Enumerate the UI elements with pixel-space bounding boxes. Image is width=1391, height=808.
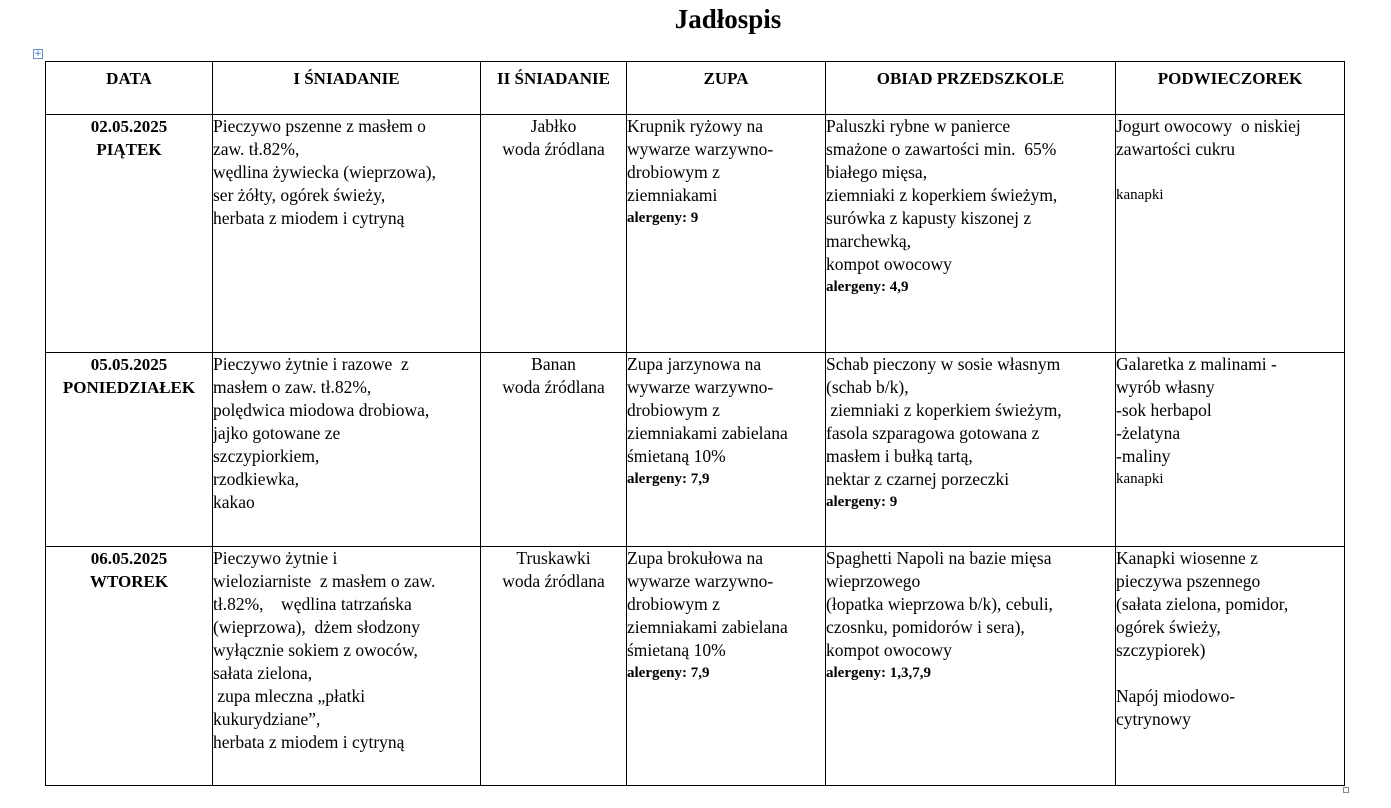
menu-line: szczypiorkiem, [213,446,320,466]
menu-line: (sałata zielona, pomidor, [1116,594,1289,614]
lunch-cell [826,353,1116,547]
menu-line: Zupa jarzynowa na [627,354,762,374]
menu-line: marchewką, [826,231,912,251]
breakfast-1-cell [213,547,481,786]
menu-line: polędwica miodowa drobiowa, [213,400,430,420]
menu-line: ziemniaki z koperkiem świeżym, [826,185,1058,205]
menu-line: -maliny [1116,446,1171,466]
soup-cell [627,547,826,786]
snack-extra: kanapki [1116,471,1164,487]
menu-table [45,61,1345,786]
menu-line: Galaretka z malinami - [1116,354,1277,374]
table-row [46,115,1345,353]
breakfast-2-cell [481,115,627,353]
menu-line: masłem o zaw. tł.82%, [213,377,372,397]
menu-line: surówka z kapusty kiszonej z [826,208,1032,228]
menu-line: Schab pieczony w sosie własnym [826,354,1061,374]
menu-line: Spaghetti Napoli na bazie mięsa [826,548,1052,568]
menu-line: wieloziarniste z masłem o zaw. [213,571,436,591]
menu-line: Banan [531,354,576,374]
menu-line: wywarze warzywno- [627,377,774,397]
menu-line: ziemniakami zabielana [627,423,788,443]
menu-line: śmietaną 10% [627,446,726,466]
header-date: DATA [46,62,213,115]
menu-line: drobiowym z [627,162,720,182]
allergens: alergeny: 4,9 [826,279,909,295]
menu-line: czosnku, pomidorów i sera), [826,617,1025,637]
menu-line: -sok herbapol [1116,400,1212,420]
menu-line: (łopatka wieprzowa b/k), cebuli, [826,594,1053,614]
header-breakfast-2: II ŚNIADANIE [481,62,627,115]
header-row [46,62,1345,115]
menu-line: pieczywa pszennego [1116,571,1261,591]
menu-line: Zupa brokułowa na [627,548,764,568]
weekday: PIĄTEK [96,140,162,159]
breakfast-1-cell [213,115,481,353]
menu-line: zawartości cukru [1116,139,1236,159]
menu-line: Pieczywo żytnie i [213,548,338,568]
date-cell [46,353,213,547]
breakfast-2-cell [481,547,627,786]
menu-line: Kanapki wiosenne z [1116,548,1258,568]
menu-line: woda źródlana [502,139,605,159]
breakfast-1-cell [213,353,481,547]
menu-line: Pieczywo żytnie i razowe z [213,354,409,374]
snack-extra: kanapki [1116,187,1164,203]
menu-line: sałata zielona, [213,663,313,683]
menu-line: (schab b/k), [826,377,909,397]
menu-line: woda źródlana [502,571,605,591]
menu-line: herbata z miodem i cytryną [213,208,405,228]
menu-line: wieprzowego [826,571,921,591]
weekday: PONIEDZIAŁEK [62,378,196,397]
menu-line: kukurydziane”, [213,709,321,729]
date: 05.05.2025 [90,355,168,374]
table-row [46,547,1345,786]
menu-line: Jogurt owocowy o niskiej [1116,116,1301,136]
weekday: WTOREK [89,572,169,591]
menu-line: drobiowym z [627,400,720,420]
lunch-cell [826,547,1116,786]
snack-cell [1116,353,1345,547]
date: 06.05.2025 [90,549,168,568]
breakfast-2-cell [481,353,627,547]
soup-cell [627,115,826,353]
menu-line: wywarze warzywno- [627,139,774,159]
menu-line: Pieczywo pszenne z masłem o [213,116,426,136]
menu-line: Jabłko [530,116,577,136]
menu-line: nektar z czarnej porzeczki [826,469,1010,489]
allergens: alergeny: 9 [826,494,898,510]
date: 02.05.2025 [90,117,168,136]
soup-cell [627,353,826,547]
snack-extra: Napój miodowo-cytrynowy [1116,686,1236,729]
menu-line: tł.82%, wędlina tatrzańska [213,594,412,614]
date-cell [46,547,213,786]
page-title: Jadłospis [674,4,782,34]
menu-line: herbata z miodem i cytryną [213,732,405,752]
menu-line: jajko gotowane ze [213,423,341,443]
header-soup: ZUPA [627,62,826,115]
header-breakfast-1: I ŚNIADANIE [213,62,481,115]
snack-cell [1116,115,1345,353]
menu-line: smażone o zawartości min. 65% [826,139,1057,159]
menu-line: kompot owocowy [826,254,952,274]
table-row [46,353,1345,547]
table-move-handle-icon[interactable]: + [34,49,42,59]
header-snack: PODWIECZOREK [1116,62,1345,115]
allergens: alergeny: 1,3,7,9 [826,665,931,681]
snack-cell [1116,547,1345,786]
menu-line: Krupnik ryżowy na [627,116,764,136]
menu-line: Truskawki [516,548,591,568]
menu-line: kakao [213,492,255,512]
menu-line: śmietaną 10% [627,640,726,660]
menu-line: kompot owocowy [826,640,952,660]
allergens: alergeny: 9 [627,210,699,226]
menu-line: białego mięsa, [826,162,928,182]
menu-line: -żelatyna [1116,423,1181,443]
menu-line: woda źródlana [502,377,605,397]
header-lunch: OBIAD PRZEDSZKOLE [826,62,1116,115]
menu-line: ziemniaki z koperkiem świeżym, [826,400,1062,420]
menu-line: rzodkiewka, [213,469,300,489]
menu-line: szczypiorek) [1116,640,1206,660]
menu-line: wędlina żywiecka (wieprzowa), [213,162,437,182]
menu-line: ziemniakami zabielana [627,617,788,637]
menu-line: (wieprzowa), dżem słodzony [213,617,421,637]
menu-line: wyrób własny [1116,377,1215,397]
table-resize-handle[interactable] [1343,787,1349,793]
menu-line: zaw. tł.82%, [213,139,300,159]
date-cell [46,115,213,353]
menu-line: ziemniakami [627,185,718,205]
menu-line: fasola szparagowa gotowana z [826,423,1040,443]
menu-line: masłem i bułką tartą, [826,446,973,466]
menu-line: wyłącznie sokiem z owoców, [213,640,418,660]
lunch-cell [826,115,1116,353]
allergens: alergeny: 7,9 [627,471,710,487]
menu-line: drobiowym z [627,594,720,614]
menu-line: wywarze warzywno- [627,571,774,591]
menu-line: ogórek świeży, [1116,617,1221,637]
menu-line: ser żółty, ogórek świeży, [213,185,386,205]
menu-line: Paluszki rybne w panierce [826,116,1011,136]
allergens: alergeny: 7,9 [627,665,710,681]
menu-line: zupa mleczna „płatki [213,686,366,706]
